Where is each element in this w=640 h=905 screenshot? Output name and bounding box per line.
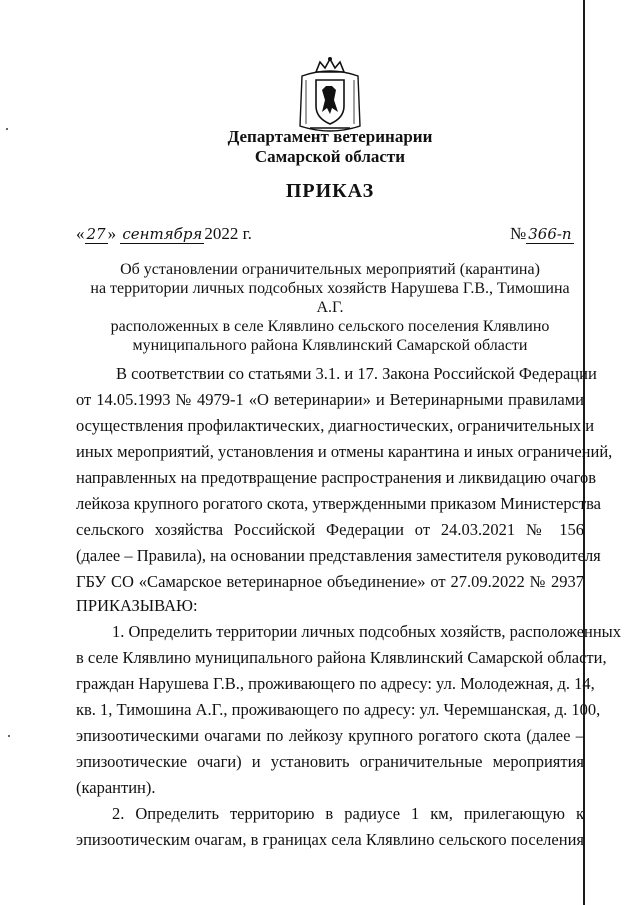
body-line: граждан Нарушева Г.В., проживающего по адресу: ул. Молодежная, д. 14,: [76, 674, 595, 693]
body-line: осуществления профилактических, диагностических, ограничительных и: [76, 416, 595, 435]
body-line: от 14.05.1993 № 4979-1 «О ветеринарии» и Ветеринарными правилами: [76, 390, 584, 409]
document-type-title: ПРИКАЗ: [285, 180, 375, 202]
number-prefix: №: [510, 224, 527, 243]
order-date: [76, 224, 252, 244]
subject-line: расположенных в селе Клявлино сельского поселения Клявлино: [110, 318, 550, 335]
order-number: [510, 224, 574, 244]
body-line: В соответствии со статьями 3.1. и 17. Закона Российской Федерации: [116, 364, 597, 383]
body-line: эпизоотические очаги) и установить ограничительные мероприятия: [76, 752, 584, 771]
body-line: эпизоотическим очагам, в границах села Клявлино сельского поселения: [76, 830, 584, 849]
body-line-prikazyvayu: ПРИКАЗЫВАЮ:: [76, 596, 198, 615]
body-line: в селе Клявлино муниципального района Клявлинский Самарской области,: [76, 648, 607, 667]
order-subject: [80, 260, 580, 355]
body-line: ГБУ СО «Самарское ветеринарное объединение» от 27.09.2022 № 2937: [76, 572, 584, 591]
date-quote-open: «: [76, 224, 85, 243]
body-line: иных мероприятий, установления и отмены карантина и иных ограничений,: [76, 442, 613, 461]
date-quote-close: »: [107, 224, 117, 243]
body-line: сельского хозяйства Российской Федерации от 24.03.2021 № 156: [76, 520, 584, 539]
coat-of-arms-emblem: [296, 56, 364, 136]
number-handwritten: 366-п: [528, 225, 572, 243]
date-year: 2022 г.: [204, 224, 252, 243]
date-month-handwritten: сентября: [122, 225, 203, 243]
subject-line: муниципального района Клявлинский Самарской области: [132, 337, 528, 354]
body-line: 1. Определить территории личных подсобных хозяйств, расположенных: [112, 622, 622, 641]
body-line: лейкоза крупного рогатого скота, утвержденными приказом Министерства: [76, 494, 601, 513]
organization-name-line1: Департамент ветеринарии: [227, 127, 433, 146]
body-line: кв. 1, Тимошина А.Г., проживающего по адресу: ул. Черемшанская, д. 100,: [76, 700, 601, 719]
scan-speck: [8, 735, 10, 737]
body-line: направленных на предотвращение распространения и ликвидацию очагов: [76, 468, 596, 487]
body-line: (карантин).: [76, 778, 156, 797]
body-line: эпизоотическими очагами по лейкозу крупного рогатого скота (далее –: [76, 726, 584, 745]
subject-line: Об установлении ограничительных мероприятий (карантина): [120, 261, 540, 278]
subject-line: на территории личных подсобных хозяйств Нарушева Г.В., Тимошина А.Г.: [90, 280, 570, 316]
organization-name-line2: Самарской области: [254, 147, 406, 166]
date-day-handwritten: 27: [86, 225, 106, 243]
body-line: 2. Определить территорию в радиусе 1 км, прилегающую к: [112, 804, 584, 823]
body-line: (далее – Правила), на основании представления заместителя руководителя: [76, 546, 601, 565]
